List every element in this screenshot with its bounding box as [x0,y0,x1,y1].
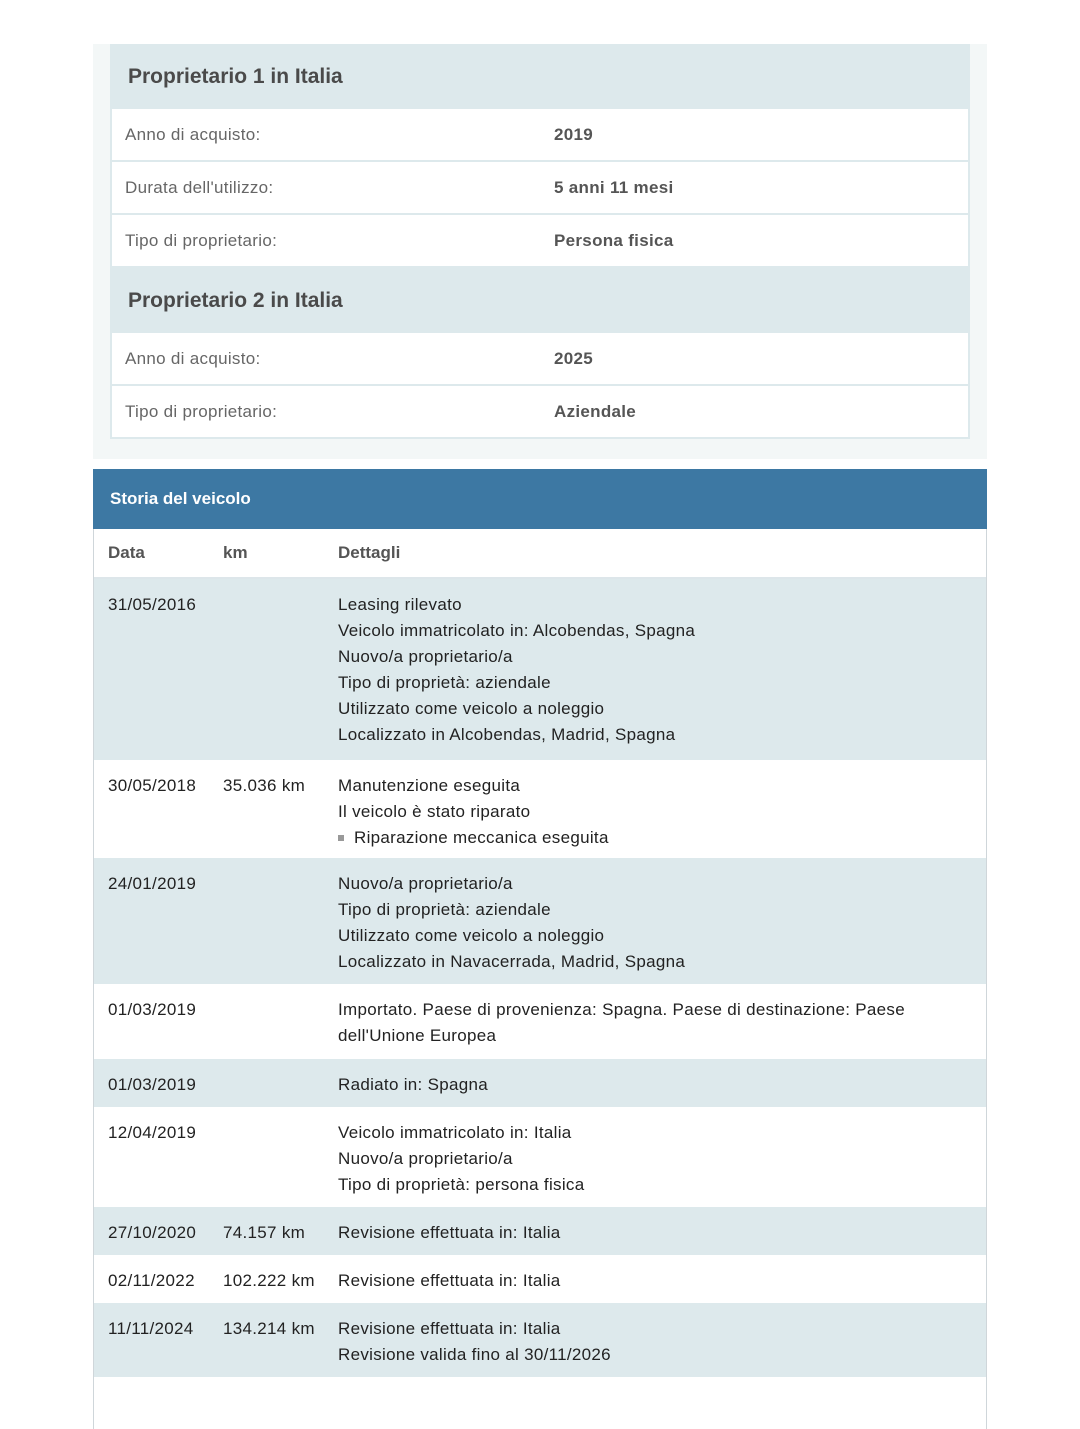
history-detail-line: Localizzato in Navacerrada, Madrid, Spagna [338,952,686,971]
history-details [338,1220,986,1246]
history-detail-line: Veicolo immatricolato in: Italia [338,1123,572,1142]
history-row [94,1107,986,1207]
history-detail-line: Revisione effettuata in: Italia [338,1223,561,1242]
owner-info-value: Persona fisica [554,230,674,250]
history-row [94,1059,986,1107]
history-detail-line: Nuovo/a proprietario/a [338,1149,513,1168]
history-row [94,1303,986,1377]
owner-info-label: Durata dell'utilizzo: [125,177,274,197]
history-km: 134.214 km [223,1319,315,1338]
history-detail-line: Tipo di proprietà: aziendale [338,900,551,919]
history-detail-line: Revisione valida fino al 30/11/2026 [338,1345,611,1364]
history-km: 74.157 km [223,1223,306,1242]
history-detail-line: Utilizzato come veicolo a noleggio [338,699,605,718]
column-header-km: km [223,543,248,562]
owner-info-row [112,215,968,268]
owner-info-row [112,386,968,437]
owner-section-title: Proprietario 1 in Italia [112,44,968,109]
history-detail-line: Veicolo immatricolato in: Alcobendas, Spagna [338,621,696,640]
owner-info-row [112,333,968,386]
history-details [338,1316,986,1368]
vehicle-history-card [93,469,987,1429]
history-detail-line: Manutenzione eseguita [338,776,521,795]
history-detail-bullet [338,825,966,851]
history-km: 102.222 km [223,1271,315,1290]
history-row [94,1255,986,1303]
owner-info-label: Anno di acquisto: [125,348,261,368]
history-detail-line: Importato. Paese di provenienza: Spagna. Paese di destinazione: Paese dell'Unione Europea [338,1000,905,1045]
history-detail-line: Revisione effettuata in: Italia [338,1271,561,1290]
history-detail-line: Il veicolo è stato riparato [338,802,531,821]
owners-card [93,44,987,459]
history-row [94,984,986,1059]
history-date: 12/04/2019 [108,1123,197,1142]
history-rows [94,579,986,1377]
owner-info-label: Tipo di proprietario: [125,230,278,250]
history-bullet-text: Riparazione meccanica eseguita [354,828,609,847]
history-date: 01/03/2019 [108,1000,197,1019]
owner-info-row [112,109,968,162]
history-details [338,1072,986,1098]
history-detail-line: Nuovo/a proprietario/a [338,647,513,666]
owners-list [110,44,970,439]
history-row [94,579,986,760]
history-title: Storia del veicolo [93,469,987,529]
history-row [94,1207,986,1255]
column-header-details: Dettagli [338,543,401,562]
history-date: 27/10/2020 [108,1223,197,1242]
history-detail-line: Nuovo/a proprietario/a [338,874,513,893]
history-row [94,858,986,984]
history-date: 24/01/2019 [108,874,197,893]
history-date: 01/03/2019 [108,1075,197,1094]
history-details [338,592,986,748]
owner-info-row [112,162,968,215]
history-detail-line: Revisione effettuata in: Italia [338,1319,561,1338]
history-km: 35.036 km [223,776,306,795]
history-detail-line: Utilizzato come veicolo a noleggio [338,926,605,945]
history-date: 31/05/2016 [108,595,197,614]
owner-info-label: Tipo di proprietario: [125,401,278,421]
owner-info-value: 5 anni 11 mesi [554,177,674,197]
history-detail-line: Leasing rilevato [338,595,462,614]
owner-info-value: 2019 [554,124,594,144]
column-header-date: Data [108,543,145,562]
history-details [338,997,986,1049]
history-details [338,1268,986,1294]
history-detail-line: Tipo di proprietà: aziendale [338,673,551,692]
bullet-square-icon [338,835,344,841]
history-detail-line: Radiato in: Spagna [338,1075,489,1094]
history-date: 02/11/2022 [108,1271,195,1290]
history-date: 30/05/2018 [108,776,197,795]
owner-info-value: 2025 [554,348,594,368]
history-details [338,871,986,975]
history-detail-line: Localizzato in Alcobendas, Madrid, Spagna [338,725,676,744]
history-column-headers [94,529,986,579]
history-row [94,760,986,858]
owner-section-title: Proprietario 2 in Italia [112,268,968,333]
history-date: 11/11/2024 [108,1319,194,1338]
history-details [338,1120,986,1198]
owner-info-value: Aziendale [554,401,637,421]
owner-info-label: Anno di acquisto: [125,124,261,144]
history-detail-line: Tipo di proprietà: persona fisica [338,1175,585,1194]
history-details [338,773,986,851]
